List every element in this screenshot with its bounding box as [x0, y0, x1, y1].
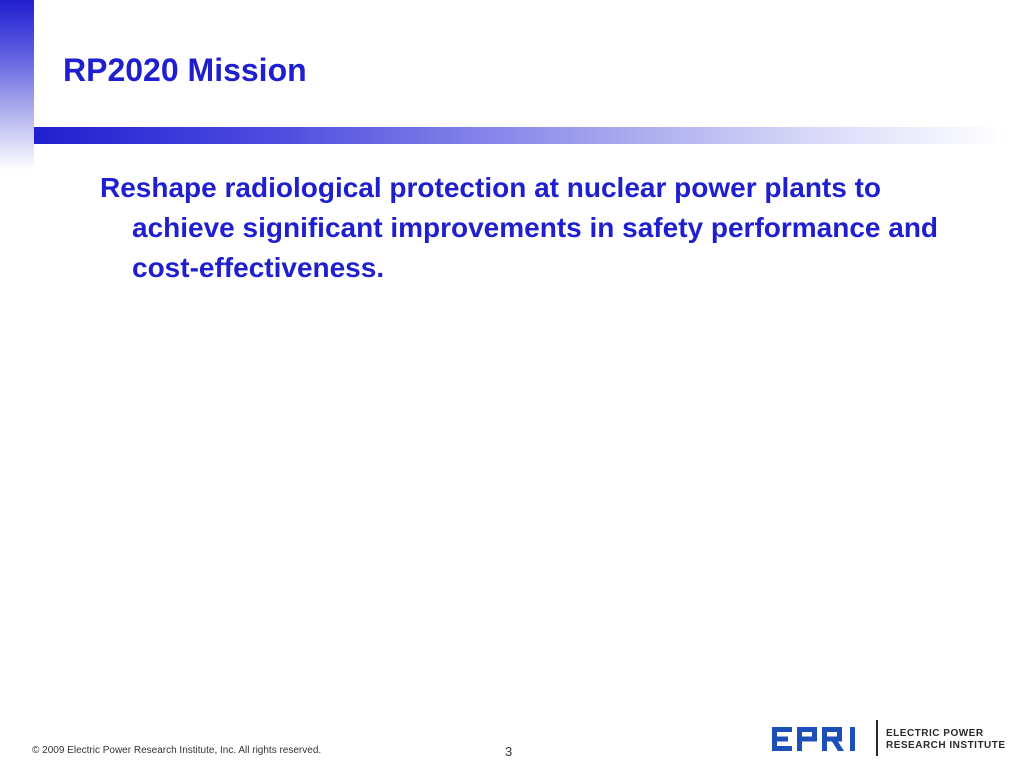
title-underline-bar — [34, 127, 1006, 144]
logo-text-line2: RESEARCH INSTITUTE — [886, 740, 1006, 751]
page-number: 3 — [505, 744, 513, 759]
slide-title: RP2020 Mission — [63, 52, 307, 88]
copyright-notice: © 2009 Electric Power Research Institute, Inc. All rights reserved. — [32, 745, 322, 756]
epri-logo-mark — [772, 727, 868, 751]
logo-divider — [876, 720, 878, 756]
left-accent-bar — [0, 0, 34, 170]
epri-logo — [772, 718, 1006, 758]
logo-text-line1: ELECTRIC POWER — [886, 728, 984, 739]
mission-statement: Reshape radiological protection at nuclear power plants to achieve significant improvements in safety performance and cost-effectiveness. — [100, 172, 939, 283]
